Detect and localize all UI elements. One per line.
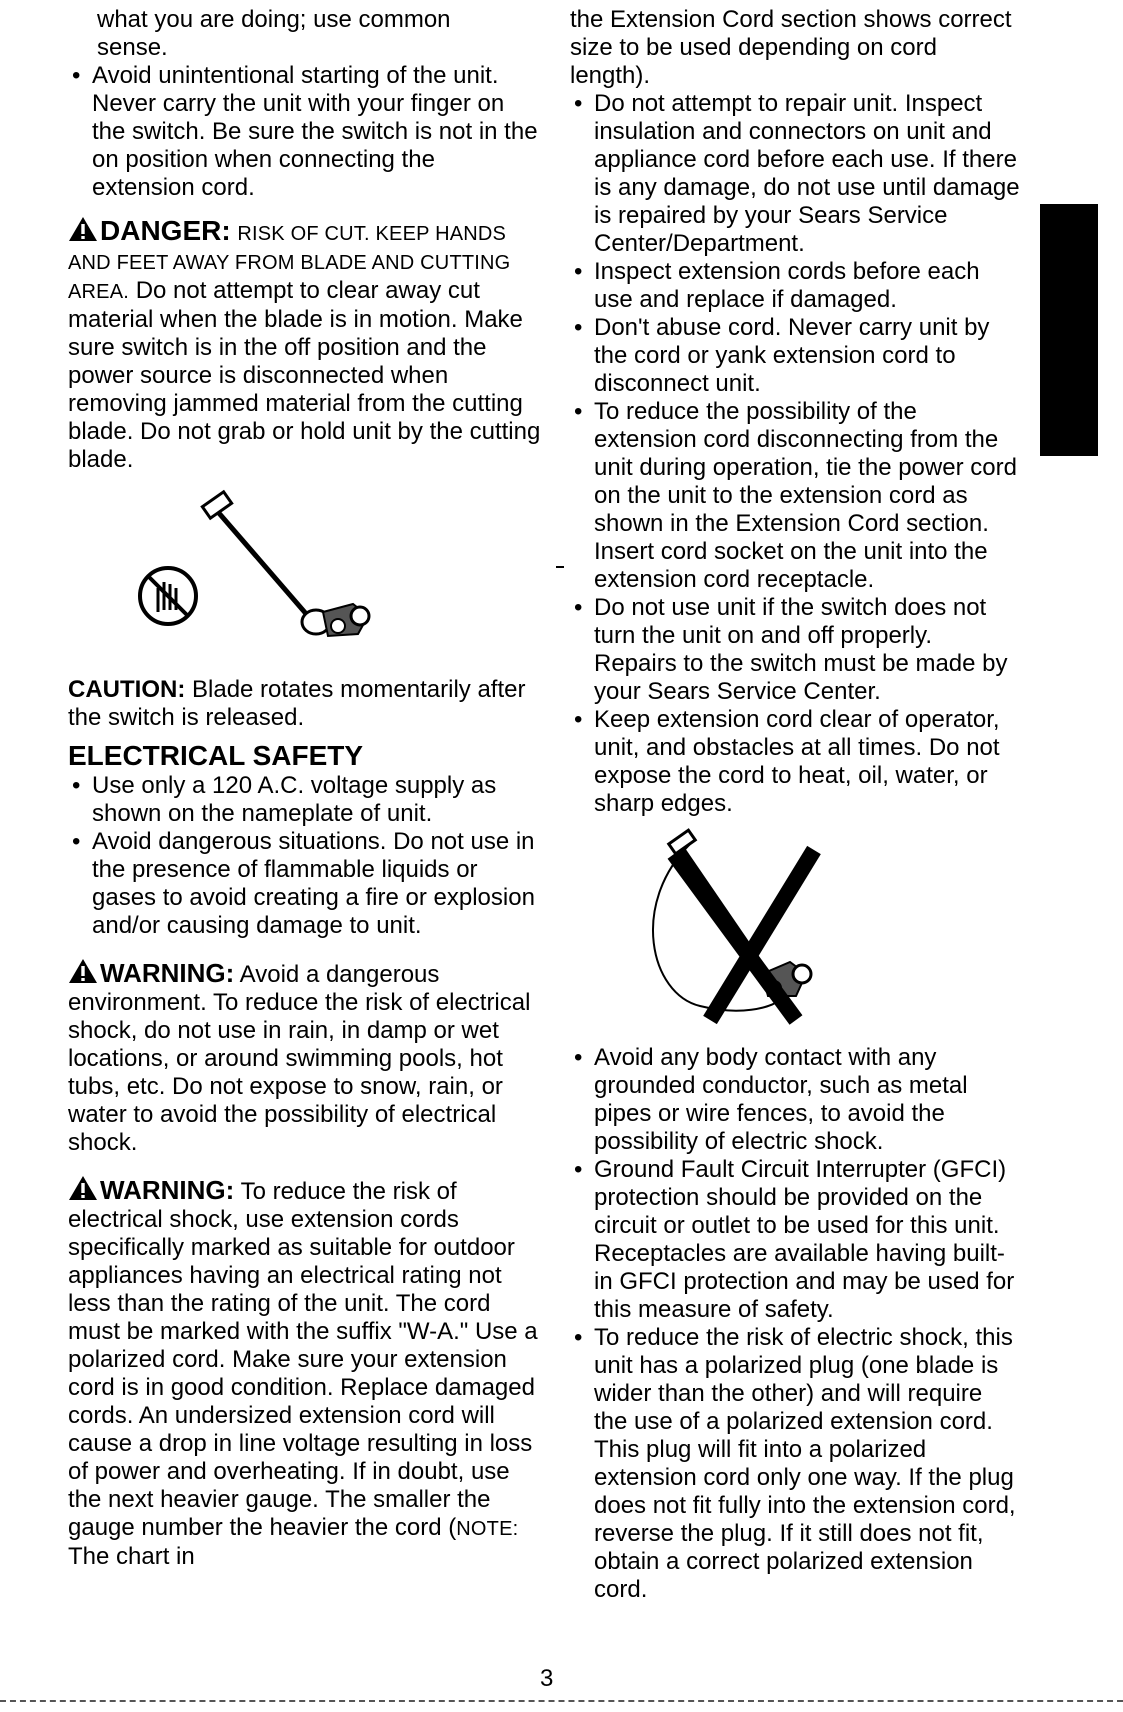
cord-item-4: • To reduce the possibility of the extension cord disconnecting from the unit during operation, tie the power cord on the unit to the extension cord as shown in the Extension Cord section. Insert cord socket on the unit into the extension cord receptacle. xyxy=(570,398,1020,594)
warning-text-1: Avoid a dangerous environment. To reduce the risk of electrical shock, do not use in rain, in damp or wet locations, or around swimming pools, hot tubs, etc. Do not expose to snow, rain, or water to avoid the possibility of electrical shock. xyxy=(68,961,531,1156)
warning-label-2: WARNING: xyxy=(100,1175,235,1205)
avoid-starting-list xyxy=(68,62,544,202)
cord-item-2: • Inspect extension cords before each use and replace if damaged. xyxy=(570,258,1020,314)
warning-triangle-icon xyxy=(68,958,98,984)
shock-item-2: • Ground Fault Circuit Interrupter (GFCI) protection should be provided on the circuit or outlet to be used for this unit. Receptacles are available having built-in GFCI protection and may be used for this measure of safety. xyxy=(570,1156,1020,1324)
electrical-list xyxy=(68,772,544,940)
danger-block xyxy=(68,216,544,474)
danger-caps-text: RISK OF CUT. KEEP HANDS AND FEET AWAY FROM BLADE AND CUTTING AREA. xyxy=(68,223,511,303)
no-cord-carry-illustration xyxy=(570,824,1020,1038)
cord-item-3: • Don't abuse cord. Never carry unit by the cord or yank extension cord to disconnect unit. xyxy=(570,314,1020,398)
warning-triangle-icon xyxy=(68,216,98,242)
no-hands-prohibition-icon xyxy=(140,568,196,624)
intro-line-2: sense. xyxy=(97,34,168,61)
cord-safety-list xyxy=(570,90,1020,818)
margin-mark xyxy=(556,566,564,568)
shock-safety-list xyxy=(570,1044,1020,1604)
avoid-starting-item: • Avoid unintentional starting of the unit. Never carry the unit with your finger on the switch. Be sure the switch is not in the on position when connecting the extension cord. xyxy=(68,62,544,202)
edger-illustration xyxy=(68,484,544,670)
electrical-item-2: • Avoid dangerous situations. Do not use in the presence of flammable liquids or gases to avoid creating a fire or explosion and/or causing damage to unit. xyxy=(68,828,544,940)
intro-text xyxy=(68,6,544,62)
caution-paragraph xyxy=(68,676,544,732)
warning-block-2 xyxy=(68,1175,544,1571)
cord-item-1: • Do not attempt to repair unit. Inspect insulation and connectors on unit and appliance cord before each use. If there is any damage, do not use until damage is repaired by your Sears Service Center/Department. xyxy=(570,90,1020,258)
danger-label: DANGER: xyxy=(100,215,231,246)
note-label: NOTE: xyxy=(456,1518,519,1540)
warning-text-2: To reduce the risk of electrical shock, use extension cords specifically marked as suitable for outdoor appliances having an electrical rating not less than the rating of the unit. The cord must be marked with the suffix "W-A." Use a polarized cord. Make sure your extension cord is in good condition. Replace damaged cords. An undersized extension cord will cause a drop in line voltage resulting in loss of power and overheating. If in doubt, use the next heavier gauge. The smaller the gauge number the heavier the cord ( xyxy=(68,1178,538,1541)
electrical-item-1: • Use only a 120 A.C. voltage supply as shown on the nameplate of unit. xyxy=(68,772,544,828)
edger-prohibition-figure xyxy=(68,484,544,670)
note-text: The chart in xyxy=(68,1543,195,1570)
right-column xyxy=(570,6,1020,1604)
warning-label-1: WARNING: xyxy=(100,958,235,988)
section-tab-marker xyxy=(1040,204,1098,456)
caution-label: CAUTION: xyxy=(68,676,186,703)
warning-triangle-icon xyxy=(68,1175,98,1201)
left-column xyxy=(68,6,544,1571)
danger-text: Do not attempt to clear away cut material when the blade is in motion. Make sure switch is in the off position and the power source is disconnected when removing jammed material from the cutting blade. Do not grab or hold unit by the cutting blade. xyxy=(68,277,541,473)
caution-text: Blade rotates momentarily after the switch is released. xyxy=(68,676,526,731)
bottom-rule xyxy=(0,1700,1123,1702)
page-number: 3 xyxy=(540,1665,554,1692)
warning-block-1 xyxy=(68,958,544,1157)
intro-line-1: what you are doing; use common xyxy=(97,6,451,33)
cord-item-5: • Do not use unit if the switch does not turn the unit on and off properly. Repairs to the switch must be made by your Sears Service Center. xyxy=(570,594,1020,706)
electrical-safety-heading: ELECTRICAL SAFETY xyxy=(68,740,364,771)
shock-item-3: • To reduce the risk of electric shock, this unit has a polarized plug (one blade is wider than the other) and will require the use of a polarized extension cord. This plug will fit into a polarized extension cord only one way. If the plug does not fit fully into the extension cord, reverse the plug. If it still does not fit, obtain a correct polarized extension cord. xyxy=(570,1324,1020,1604)
continuation-text: the Extension Cord section shows correct size to be used depending on cord length). xyxy=(570,6,1012,89)
shock-item-1: • Avoid any body contact with any grounded conductor, such as metal pipes or wire fences, to avoid the possibility of electric shock. xyxy=(570,1044,1020,1156)
cord-item-6: • Keep extension cord clear of operator, unit, and obstacles at all times. Do not expose the cord to heat, oil, water, or sharp edges. xyxy=(570,706,1020,818)
cord-prohibition-figure xyxy=(570,824,1020,1038)
